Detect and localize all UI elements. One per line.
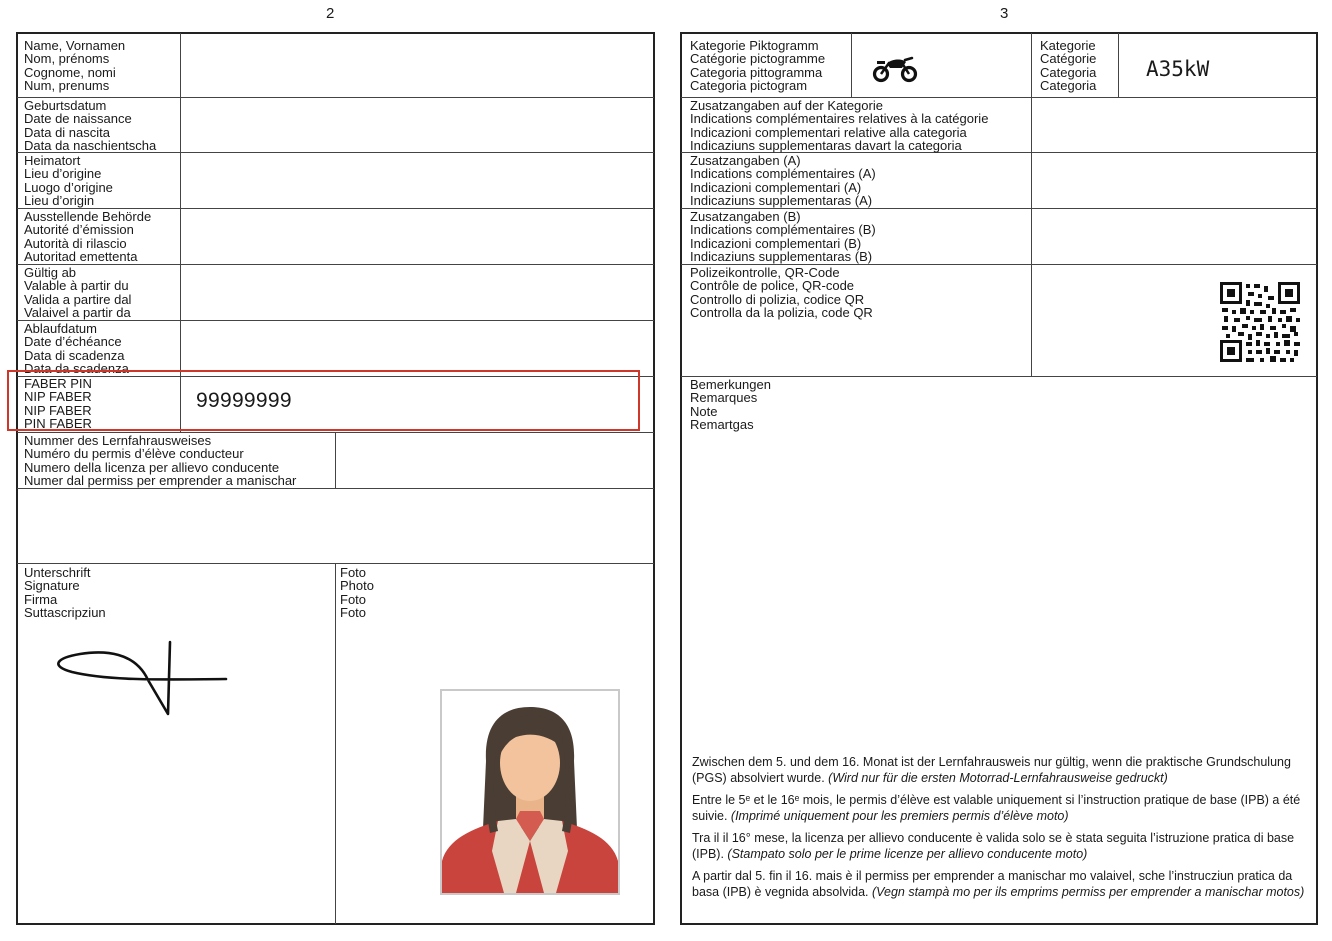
birth-date-label: Geburtsdatum Date de naissance Data di nascita Data da naschientscha xyxy=(24,98,157,154)
portrait-photo xyxy=(440,689,620,895)
additional-info-label: Zusatzangaben auf der Kategorie Indications complémentaires relatives à la catégorie Indicazioni complementari relative alla categoria Indicaziuns supplementaras davart la categoria xyxy=(690,98,989,154)
name-label: Name, Vornamen Nom, prénoms Cognome, nomi Num, prenums xyxy=(24,38,126,94)
remarks-label: Bemerkungen Remarques Note Remartgas xyxy=(690,377,771,433)
faber-pin-label: FABER PIN NIP FABER NIP FABER PIN FABER xyxy=(24,376,92,432)
note-italian: Tra il il 16° mese, la licenza per allievo conducente è valida solo se è stata seguita l’istruzione pratica di base (IPB). (Stampato solo per le prime licenze per allievo conducente moto) xyxy=(692,831,1295,861)
category-label: Kategorie Catégorie Categoria Categoria xyxy=(1040,38,1097,94)
issuing-authority-label: Ausstellende Behörde Autorité d’émission Autorità di rilascio Autoritad emettenta xyxy=(24,209,152,265)
faber-pin-value: 99999999 xyxy=(196,389,292,412)
column-divider xyxy=(1118,33,1119,97)
additional-info-b-label: Zusatzangaben (B) Indications complémentaires (B) Indicazioni complementari (B) Indicaziuns supplementaras (B) xyxy=(690,209,876,265)
divider xyxy=(17,320,654,321)
additional-info-a-label: Zusatzangaben (A) Indications complémentaires (A) Indicazioni complementari (A) Indicaziuns supplementaras (A) xyxy=(690,153,876,209)
column-divider xyxy=(1031,33,1032,376)
signature-image xyxy=(50,630,240,725)
divider xyxy=(17,264,654,265)
police-control-label: Polizeikontrolle, QR-Code Contrôle de police, QR-code Controllo di polizia, codice QR Controlla da la polizia, code QR xyxy=(690,265,873,321)
expiry-date-label: Ablaufdatum Date d’échéance Data di scadenza Data da scadenza xyxy=(24,321,129,377)
column-divider xyxy=(335,563,336,924)
signature-label: Unterschrift Signature Firma Suttascripziun xyxy=(24,565,106,621)
page-number-left: 2 xyxy=(326,5,335,22)
place-of-origin-label: Heimatort Lieu d’origine Luogo d’origine Lieu d’origin xyxy=(24,153,113,209)
page-number-right: 3 xyxy=(1000,5,1009,22)
note-french: Entre le 5ᵉ et le 16ᵉ mois, le permis d’élève est valable uniquement si l’instruction pratique de base (IPB) a été suivie. (Imprimé uniquement pour les premiers permis d’élève moto) xyxy=(692,793,1301,823)
note-romansh: A partir dal 5. fin il 16. mais è il permiss per emprender a manischar mo valaivel, sche l’instrucziun pratica da basa (IPB) è vegnida absolvida. (Vegn stampà mo per ils emprims permiss per emprender a manischar motos) xyxy=(692,869,1305,899)
note-german: Zwischen dem 5. und dem 16. Monat ist der Lernfahrausweis nur gültig, wenn die praktische Grundschulung (PGS) absolviert wurde. (Wird nur für die ersten Motorrad-Lernfahrausweise gedruckt) xyxy=(692,755,1291,785)
pin-highlight-box xyxy=(7,370,640,431)
column-divider xyxy=(851,33,852,97)
column-divider xyxy=(335,432,336,488)
category-value: A35kW xyxy=(1146,57,1210,81)
motorcycle-icon xyxy=(872,52,918,84)
divider xyxy=(17,488,654,489)
photo-label: Foto Photo Foto Foto xyxy=(340,565,374,621)
divider xyxy=(681,376,1317,377)
pictogram-label: Kategorie Piktogramm Catégorie pictogramme Categoria pittogramma Categoria pictogram xyxy=(690,38,826,94)
licence-number-label: Nummer des Lernfahrausweises Numéro du permis d’élève conducteur Numero della licenza per allievo conducente Numer dal permiss per emprender a manischar xyxy=(24,433,297,489)
qr-code-icon xyxy=(1220,282,1300,362)
valid-from-label: Gültig ab Valable à partir du Valida a partire dal Valaivel a partir da xyxy=(24,265,132,321)
divider xyxy=(17,97,654,98)
